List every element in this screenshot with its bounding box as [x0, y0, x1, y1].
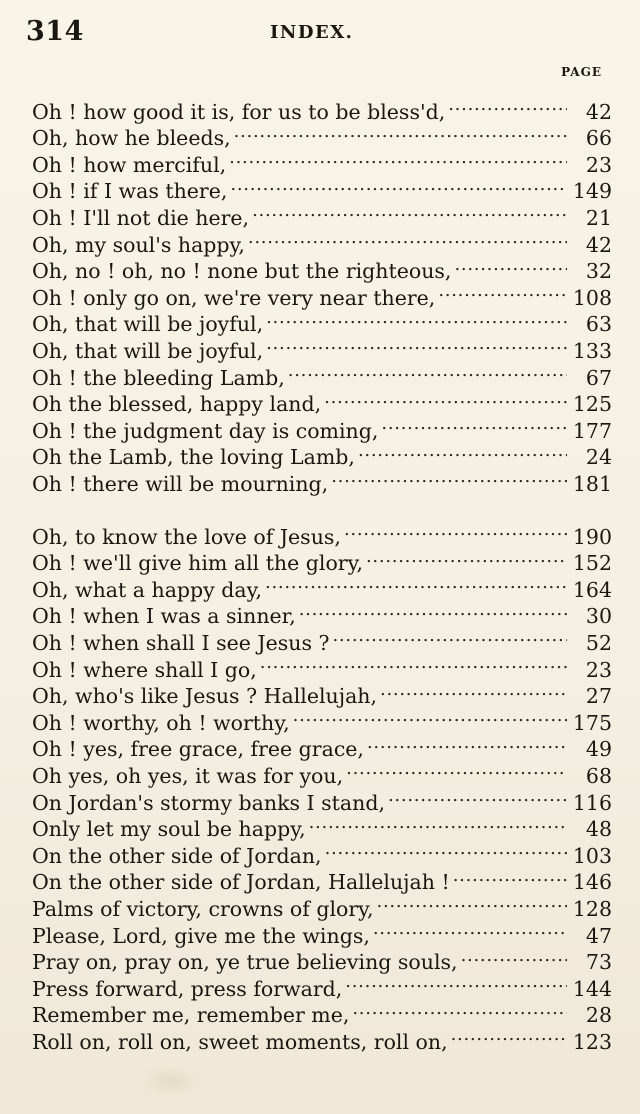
- entry-title: Remember me, remember me,: [32, 1003, 350, 1028]
- entry-page-number: 21: [585, 205, 612, 230]
- entry-page-number: 108: [572, 285, 612, 310]
- dot-leader: [248, 225, 567, 252]
- dot-leader: [266, 305, 567, 332]
- dot-leader: [288, 358, 567, 385]
- dot-leader: [451, 1022, 567, 1049]
- entry-page-number: 144: [572, 976, 612, 1001]
- dot-leader: [325, 836, 567, 863]
- dot-leader: [344, 517, 567, 544]
- dot-leader: [438, 278, 567, 305]
- entry-title: Oh ! if I was there,: [32, 179, 228, 204]
- entry-page-number: 133: [572, 338, 612, 363]
- entry-title: Oh ! where shall I go,: [32, 657, 257, 682]
- entry-page-number: 42: [585, 99, 612, 124]
- entry-page-number: 23: [585, 657, 612, 682]
- entry-page-number: 24: [585, 445, 612, 470]
- dot-leader: [366, 544, 567, 571]
- page-header: [26, 14, 616, 54]
- entry-page-number: 73: [585, 950, 612, 975]
- dot-leader: [230, 172, 567, 199]
- index-entries-group-2: [32, 517, 612, 1054]
- dot-leader: [346, 756, 567, 783]
- dot-leader: [234, 119, 567, 146]
- entry-title: Oh ! when I was a sinner,: [32, 604, 296, 629]
- dot-leader: [358, 438, 567, 465]
- entry-title: Oh the blessed, happy land,: [32, 392, 322, 417]
- entry-page-number: 63: [585, 312, 612, 337]
- entry-page-number: 28: [585, 1003, 612, 1028]
- entry-page-number: 49: [585, 737, 612, 762]
- entry-title: Only let my soul be happy,: [32, 817, 306, 842]
- entry-title: Oh ! yes, free grace, free grace,: [32, 737, 364, 762]
- entry-title: Oh ! there will be mourning,: [32, 471, 329, 496]
- dot-leader: [380, 677, 567, 704]
- entry-title: Oh ! worthy, oh ! worthy,: [32, 710, 290, 735]
- entry-page-number: 177: [572, 418, 612, 443]
- entry-title: Oh, to know the love of Jesus,: [32, 524, 341, 549]
- entry-page-number: 48: [585, 817, 612, 842]
- dot-leader: [448, 92, 567, 119]
- entry-title: Oh, how he bleeds,: [32, 126, 231, 151]
- page-column-label: PAGE: [561, 65, 602, 79]
- entry-page-number: 152: [572, 551, 612, 576]
- dot-leader: [373, 916, 567, 943]
- dot-leader: [453, 863, 567, 890]
- paper-stain: [140, 1066, 200, 1096]
- dot-leader: [352, 996, 567, 1023]
- entry-page-number: 30: [585, 604, 612, 629]
- index-entry: [32, 517, 612, 549]
- entry-page-number: 146: [572, 870, 612, 895]
- entry-page-number: 190: [572, 524, 612, 549]
- dot-leader: [309, 810, 567, 837]
- entry-title: Please, Lord, give me the wings,: [32, 923, 370, 948]
- entry-page-number: 116: [572, 790, 612, 815]
- entry-page-number: 42: [585, 232, 612, 257]
- entry-title: Oh yes, oh yes, it was for you,: [32, 763, 344, 788]
- running-title: INDEX.: [270, 22, 354, 43]
- dot-leader: [345, 969, 567, 996]
- entry-title: Oh, my soul's happy,: [32, 232, 245, 257]
- entry-title: Oh ! the judgment day is coming,: [32, 418, 379, 443]
- entry-page-number: 175: [572, 710, 612, 735]
- dot-leader: [293, 703, 567, 730]
- index-entries-group-1: [32, 92, 612, 496]
- entry-title: Oh, who's like Jesus ? Hallelujah,: [32, 684, 378, 709]
- entry-page-number: 68: [585, 763, 612, 788]
- entry-page-number: 181: [572, 471, 612, 496]
- dot-leader: [260, 650, 567, 677]
- entry-title: Oh ! how good it is, for us to be bless'd,: [32, 99, 446, 124]
- entry-page-number: 47: [585, 923, 612, 948]
- entry-title: On the other side of Jordan,: [32, 843, 322, 868]
- entry-page-number: 32: [585, 259, 612, 284]
- entry-page-number: 123: [572, 1029, 612, 1054]
- dot-leader: [266, 331, 567, 358]
- dot-leader: [461, 943, 567, 970]
- entry-page-number: 67: [585, 365, 612, 390]
- dot-leader: [265, 570, 567, 597]
- dot-leader: [229, 145, 567, 172]
- entry-page-number: 66: [585, 126, 612, 151]
- dot-leader: [252, 198, 567, 225]
- entry-title: Oh, no ! oh, no ! none but the righteous,: [32, 259, 452, 284]
- entry-page-number: 103: [572, 843, 612, 868]
- entry-page-number: 27: [585, 684, 612, 709]
- entry-title: Pray on, pray on, ye true believing souls,: [32, 950, 458, 975]
- entry-title: Oh ! how merciful,: [32, 152, 227, 177]
- entry-title: Oh ! only go on, we're very near there,: [32, 285, 436, 310]
- entry-title: On the other side of Jordan, Hallelujah !: [32, 870, 450, 895]
- entry-title: Oh ! the bleeding Lamb,: [32, 365, 285, 390]
- entry-page-number: 23: [585, 152, 612, 177]
- dot-leader: [367, 730, 567, 757]
- entry-title: Palms of victory, crowns of glory,: [32, 896, 374, 921]
- entry-page-number: 125: [572, 392, 612, 417]
- dot-leader: [332, 623, 567, 650]
- entry-page-number: 52: [585, 630, 612, 655]
- dot-leader: [381, 411, 567, 438]
- dot-leader: [331, 464, 567, 491]
- dot-leader: [324, 385, 567, 412]
- dot-leader: [377, 889, 567, 916]
- entry-title: On Jordan's stormy banks I stand,: [32, 790, 385, 815]
- entry-page-number: 164: [572, 577, 612, 602]
- dot-leader: [299, 597, 567, 624]
- entry-title: Oh ! we'll give him all the glory,: [32, 551, 363, 576]
- entry-title: Oh ! I'll not die here,: [32, 205, 250, 230]
- index-entry: [32, 92, 612, 124]
- dot-leader: [454, 252, 567, 279]
- entry-title: Oh, what a happy day,: [32, 577, 262, 602]
- entry-title: Oh ! when shall I see Jesus ?: [32, 630, 330, 655]
- entry-page-number: 149: [572, 179, 612, 204]
- dot-leader: [388, 783, 567, 810]
- entry-title: Press forward, press forward,: [32, 976, 343, 1001]
- entry-page-number: 128: [572, 896, 612, 921]
- entry-title: Oh, that will be joyful,: [32, 312, 264, 337]
- entry-title: Oh, that will be joyful,: [32, 338, 264, 363]
- entry-title: Roll on, roll on, sweet moments, roll on,: [32, 1029, 448, 1054]
- entry-title: Oh the Lamb, the loving Lamb,: [32, 445, 355, 470]
- page-number: 314: [26, 16, 84, 47]
